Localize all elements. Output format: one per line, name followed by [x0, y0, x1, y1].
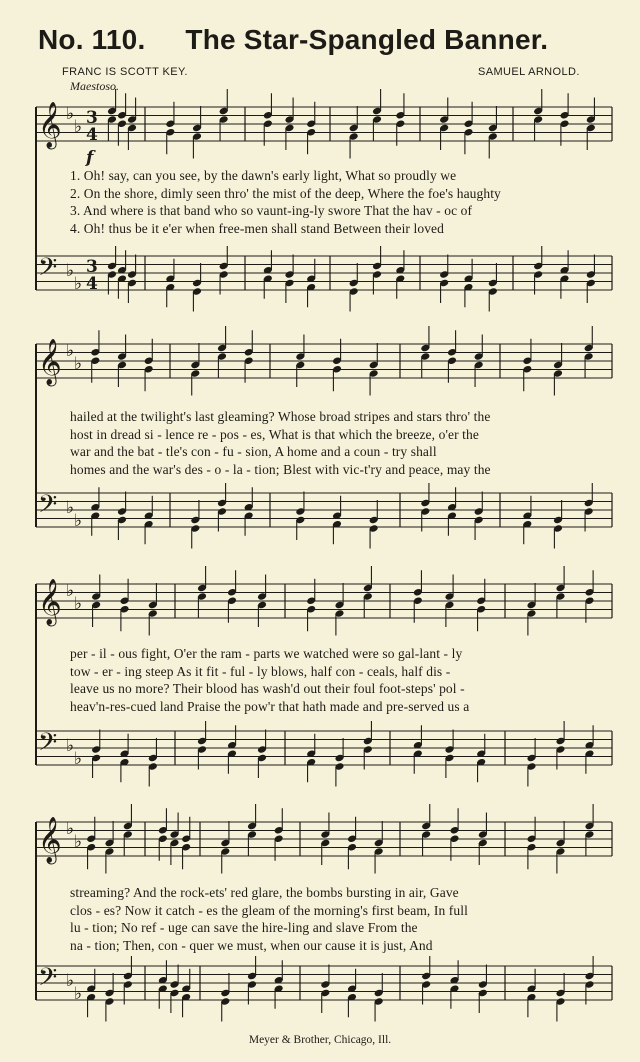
- bass-clef-icon: 𝄢: [38, 963, 58, 998]
- lyric-line: 4. Oh! thus be it e'er when free-men shall stand Between their loved: [70, 220, 444, 236]
- lyric-line: tow - er - ing steep As it fit - ful - ly blows, half con - ceals, half dis -: [70, 663, 451, 679]
- lyric-line: lu - tion; No ref - uge can save the hire-ling and slave From the: [70, 920, 418, 935]
- lyrics-block-3: [70, 645, 615, 715]
- forte-dynamic-mark: f: [86, 148, 94, 168]
- lyric-line: na - tion; Then, con - quer we must, when our cause it is just, And: [70, 937, 433, 953]
- time-signature-denominator: 4: [86, 125, 98, 145]
- flat-sign-icon: ♭: [66, 341, 75, 361]
- flat-sign-icon: ♭: [74, 274, 83, 294]
- flat-sign-icon: ♭: [66, 261, 75, 281]
- flat-sign-icon: ♭: [66, 819, 75, 839]
- time-signature-numerator: 3: [86, 257, 98, 277]
- treble-clef-icon: 𝄞: [38, 579, 62, 625]
- lyric-line: hailed at the twilight's last gleaming? Whose broad stripes and stars thro' the: [70, 409, 491, 424]
- treble-clef-icon: 𝄞: [38, 102, 62, 148]
- flat-sign-icon: ♭: [74, 594, 83, 614]
- lyricist-credit: FRANC IS SCOTT KEY.: [62, 66, 188, 78]
- lyric-line: streaming? And the rock-ets' red glare, the bombs bursting in air, Gave: [70, 885, 459, 900]
- lyrics-block-1: [70, 167, 615, 237]
- bass-clef-icon: 𝄢: [38, 253, 58, 288]
- flat-sign-icon: ♭: [74, 511, 83, 531]
- lyrics-block-2: [70, 408, 615, 478]
- lyric-line: leave us no more? Their blood has wash'd out their foul foot-steps' pol -: [70, 681, 465, 696]
- hymn-title: The Star-Spangled Banner.: [185, 24, 549, 55]
- lyric-line: per - il - ous fight, O'er the ram - parts we watched were so gal-lant - ly: [70, 646, 463, 661]
- publisher-footer: Meyer & Brother, Chicago, Ill.: [248, 1034, 392, 1046]
- flat-sign-icon: ♭: [74, 117, 83, 137]
- flat-sign-icon: ♭: [66, 498, 75, 518]
- lyric-line: 1. Oh! say, can you see, by the dawn's early light, What so proudly we: [70, 168, 457, 183]
- composer-credit: SAMUEL ARNOLD.: [478, 66, 580, 78]
- flat-sign-icon: ♭: [66, 971, 75, 991]
- lyric-line: clos - es? Now it catch - es the gleam of the morning's first beam, In full: [70, 902, 468, 918]
- time-signature-numerator: 3: [86, 108, 98, 128]
- lyric-line: host in dread si - lence re - pos - es, What is that which the breeze, o'er the: [70, 426, 479, 442]
- bass-clef-icon: 𝄢: [38, 728, 58, 763]
- lyric-line: homes and the war's des - o - la - tion; Blest with vic-t'ry and peace, may the: [70, 461, 491, 477]
- treble-clef-icon: 𝄞: [38, 339, 62, 385]
- treble-clef-icon: 𝄞: [38, 817, 62, 863]
- flat-sign-icon: ♭: [66, 581, 75, 601]
- bass-clef-icon: 𝄢: [38, 490, 58, 525]
- hymn-number: No. 110.: [38, 24, 146, 55]
- lyric-line: 2. On the shore, dimly seen thro' the mist of the deep, Where the foe's haughty: [70, 185, 501, 201]
- tempo-marking: Maestoso.: [70, 79, 119, 93]
- lyric-line: war and the bat - tle's con - fu - sion, A home and a coun - try shall: [70, 444, 437, 459]
- lyric-line: 3. And where is that band who so vaunt-ing-ly swore That the hav - oc of: [70, 203, 473, 218]
- flat-sign-icon: ♭: [66, 736, 75, 756]
- time-signature-denominator: 4: [86, 274, 98, 294]
- flat-sign-icon: ♭: [74, 749, 83, 769]
- flat-sign-icon: ♭: [74, 354, 83, 374]
- flat-sign-icon: ♭: [74, 984, 83, 1004]
- lyric-line: heav'n-res-cued land Praise the pow'r that hath made and pre-served us a: [70, 698, 470, 714]
- lyrics-block-4: [70, 884, 615, 954]
- flat-sign-icon: ♭: [66, 104, 75, 124]
- flat-sign-icon: ♭: [74, 832, 83, 852]
